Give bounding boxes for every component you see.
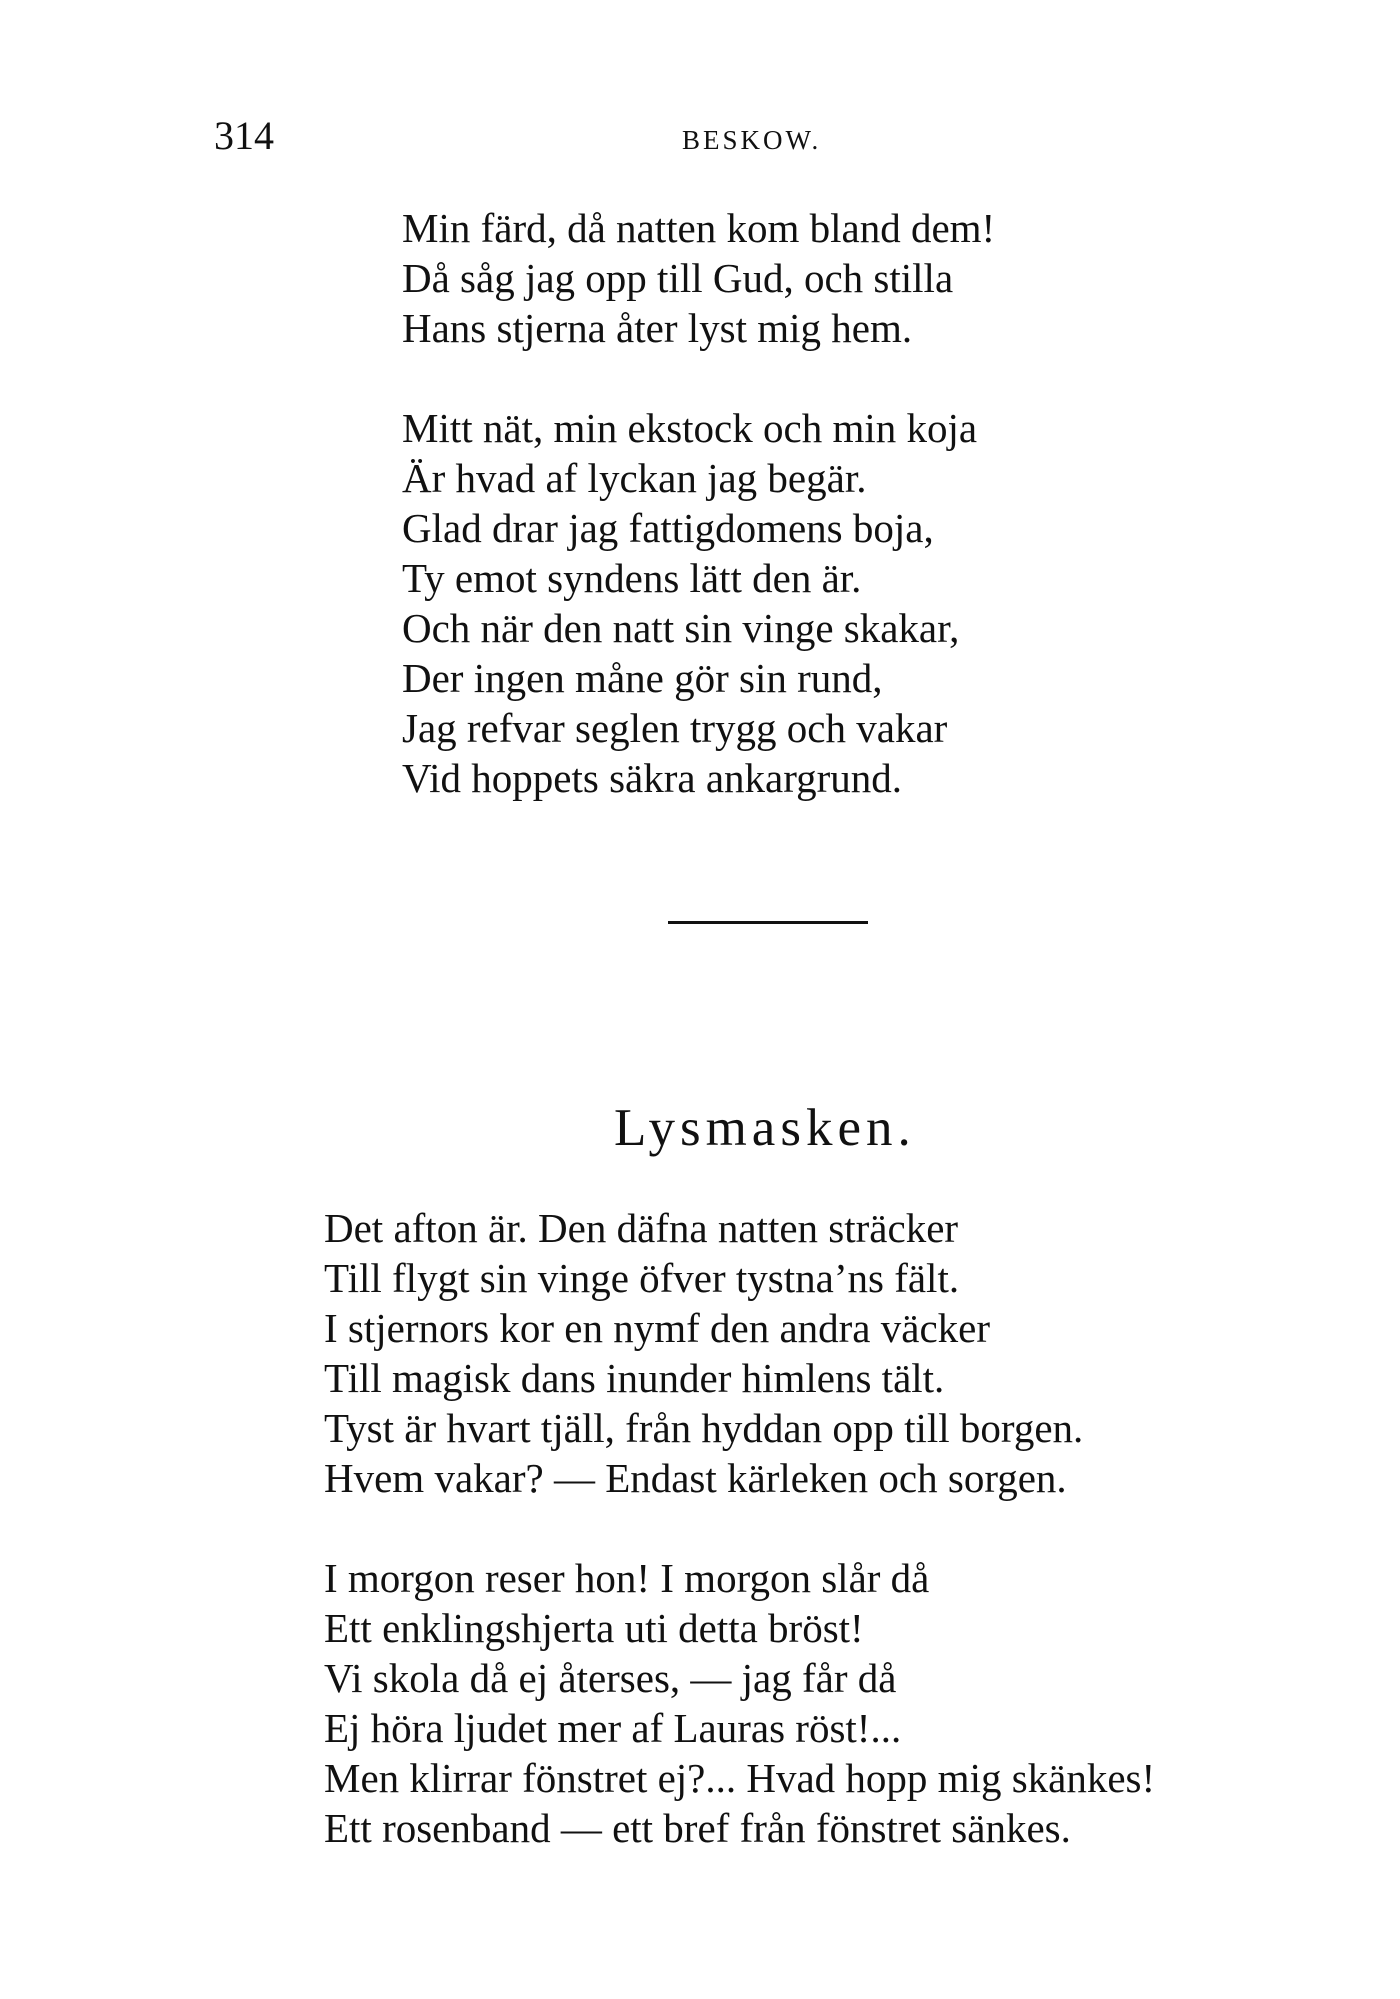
verse-line: Ett rosenband — ett bref från fönstret sänkes. [324, 1805, 1071, 1851]
verse-line: I morgon reser hon! I morgon slår då [324, 1555, 930, 1601]
verse-line: Ty emot syndens lätt den är. [402, 555, 862, 601]
verse-line: Men klirrar fönstret ej?... Hvad hopp mig skänkes! [324, 1755, 1156, 1801]
section-divider [668, 921, 868, 924]
verse-line: Till flygt sin vinge öfver tystna’ns fält. [324, 1255, 960, 1301]
verse-line: Vid hoppets säkra ankargrund. [402, 755, 903, 801]
verse-line: Min färd, då natten kom bland dem! [402, 205, 996, 251]
verse-line: Är hvad af lyckan jag begär. [402, 455, 867, 501]
poem-title: Lysmasken. [614, 1099, 916, 1157]
verse-line: Jag refvar seglen trygg och vakar [402, 705, 948, 751]
verse-line: Tyst är hvart tjäll, från hyddan opp till borgen. [324, 1405, 1084, 1451]
verse-line: Der ingen måne gör sin rund, [402, 655, 883, 701]
verse-line: Och när den natt sin vinge skakar, [402, 605, 960, 651]
page-number: 314 [214, 113, 274, 158]
running-head: BESKOW. [682, 125, 822, 155]
verse-line: Ett enklingshjerta uti detta bröst! [324, 1605, 864, 1651]
verse-line: I stjernors kor en nymf den andra väcker [324, 1305, 990, 1351]
verse-line: Då såg jag opp till Gud, och stilla [402, 255, 954, 301]
verse-line: Mitt nät, min ekstock och min koja [402, 405, 978, 451]
verse-line: Till magisk dans inunder himlens tält. [324, 1355, 945, 1401]
verse-line: Hvem vakar? — Endast kärleken och sorgen. [324, 1455, 1067, 1501]
verse-line: Ej höra ljudet mer af Lauras röst!... [324, 1705, 902, 1751]
verse-line: Glad drar jag fattigdomens boja, [402, 505, 934, 551]
verse-line: Det afton är. Den däfna natten sträcker [324, 1205, 959, 1251]
verse-line: Vi skola då ej återses, — jag får då [324, 1655, 897, 1701]
verse-line: Hans stjerna åter lyst mig hem. [402, 305, 913, 351]
